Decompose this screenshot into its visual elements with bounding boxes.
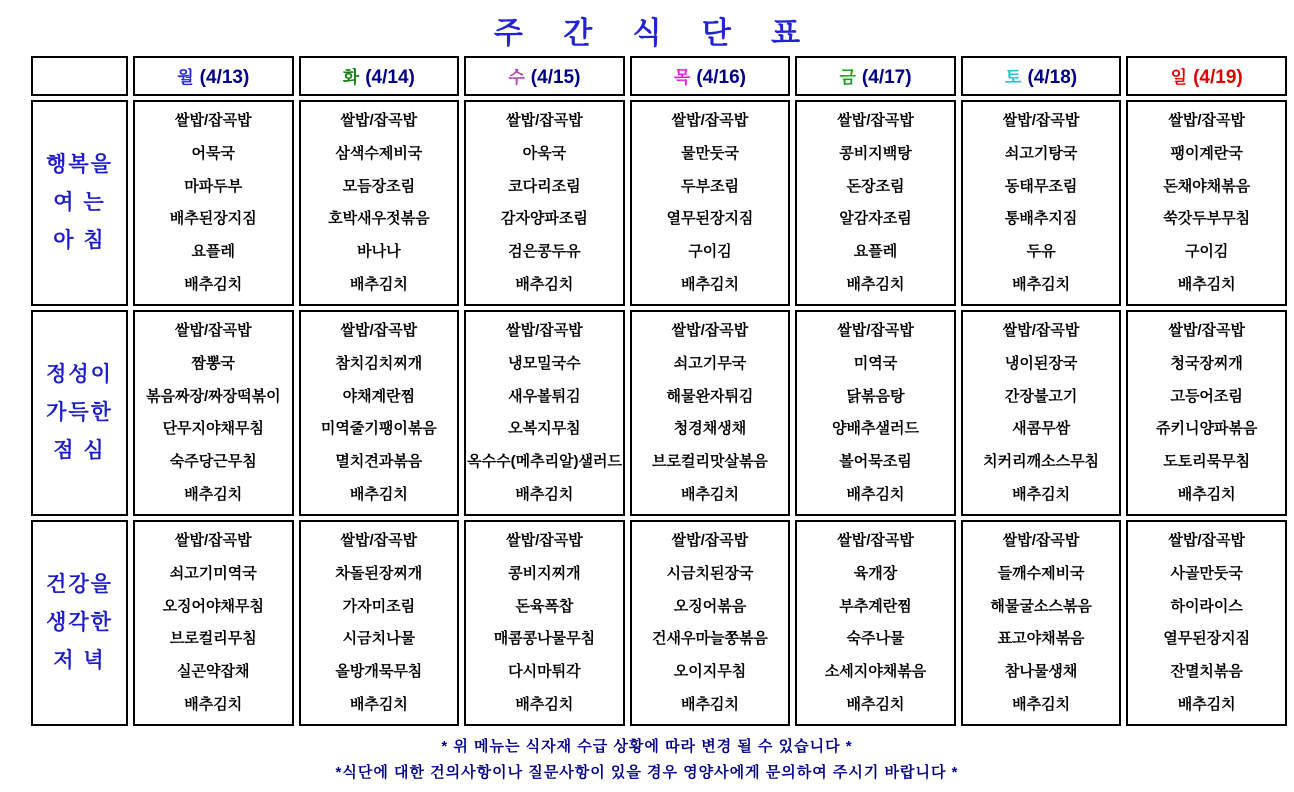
menu-item: 쌀밥/잡곡밥: [340, 532, 418, 549]
menu-item: 간장불고기: [1004, 387, 1078, 405]
menu-item: 청국장찌개: [1170, 354, 1243, 372]
menu-item: 배추김치: [349, 275, 408, 293]
footer-note-2: *식단에 대한 건의사항이나 질문사항이 있을 경우 영양사에게 문의하여 주시기 바랍니다 *: [335, 764, 959, 781]
menu-cell-meal3-day1: [133, 520, 294, 726]
menu-item: 쌀밥/잡곡밥: [1168, 112, 1245, 129]
menu-item: 쌀밥/잡곡밥: [671, 322, 749, 339]
menu-cell-meal2-day3: [464, 310, 625, 516]
menu-cell-meal1-day4: [630, 100, 791, 306]
day-glyph: 수: [508, 68, 525, 87]
menu-item: 배추김치: [680, 695, 739, 713]
day-header-row: [31, 56, 1287, 96]
menu-item: 표고야채볶음: [997, 630, 1085, 648]
menu-item: 건새우마늘쫑볶음: [652, 630, 768, 648]
menu-item: 브로컬리맛살볶음: [652, 453, 768, 471]
menu-item: 배추김치: [1177, 485, 1236, 503]
menu-item: 볶음짜장/짜장떡볶이: [145, 387, 281, 405]
menu-item: 구이김: [688, 243, 732, 261]
menu-item: 배추김치: [1012, 695, 1071, 713]
menu-item: 통배추지짐: [1004, 210, 1078, 228]
menu-item: 쌀밥/잡곡밥: [1002, 532, 1080, 549]
menu-item: 배추김치: [349, 695, 408, 713]
menu-item: 배추김치: [515, 695, 574, 713]
menu-item: 아욱국: [522, 144, 567, 162]
menu-item: 쌀밥/잡곡밥: [340, 112, 418, 129]
menu-item: 시금치나물: [342, 630, 416, 648]
menu-item: 시금치된장국: [666, 564, 754, 582]
menu-item: 참치김치찌개: [335, 354, 423, 372]
footer-notes: [0, 734, 1294, 786]
menu-item: 단무지야채무침: [162, 420, 264, 438]
menu-item: 요플레: [191, 243, 236, 261]
meal-label-line: 행복을: [46, 153, 113, 176]
menu-item: 돈채야채볶음: [1163, 177, 1251, 195]
menu-item: 콩비지백탕: [839, 144, 912, 162]
menu-cell-meal1-day5: [795, 100, 956, 306]
menu-stack: [798, 106, 953, 300]
day-glyph: 화: [342, 68, 360, 87]
menu-cell-meal1-day3: [464, 100, 625, 306]
menu-item: 쌀밥/잡곡밥: [174, 112, 252, 129]
menu-item: 숙주나물: [846, 630, 905, 648]
menu-item: 사골만둣국: [1170, 564, 1243, 582]
meal-label-line: 생각한: [46, 611, 113, 634]
menu-item: 새콤무쌈: [1012, 420, 1071, 438]
menu-item: 돈장조림: [846, 177, 905, 195]
menu-item: 냉이된장국: [1004, 354, 1078, 372]
menu-stack: [964, 316, 1119, 510]
menu-stack: [136, 106, 291, 300]
day-header-6: [961, 56, 1122, 96]
menu-item: 검은콩두유: [508, 243, 581, 261]
menu-item: 감자양파조림: [500, 210, 588, 228]
menu-cell-meal1-day6: [961, 100, 1122, 306]
menu-item: 배추김치: [846, 695, 905, 713]
menu-item: 쌀밥/잡곡밥: [506, 322, 583, 339]
menu-item: 물만둣국: [680, 144, 739, 162]
menu-item: 쌀밥/잡곡밥: [174, 532, 252, 549]
menu-item: 짬뽕국: [191, 354, 236, 372]
menu-item: 팽이계란국: [1170, 144, 1243, 162]
menu-item: 야채계란찜: [342, 387, 416, 405]
menu-item: 쇠고기탕국: [1004, 144, 1078, 162]
menu-item: 쌀밥/잡곡밥: [837, 532, 914, 549]
weekly-menu-table: [26, 52, 1292, 730]
menu-item: 쌀밥/잡곡밥: [174, 322, 252, 339]
menu-item: 쇠고기무국: [673, 354, 747, 372]
menu-stack: [467, 106, 622, 300]
day-glyph: 월: [177, 68, 194, 87]
corner-cell: [31, 56, 128, 96]
menu-item: 배추김치: [846, 275, 905, 293]
menu-cell-meal2-day7: [1126, 310, 1287, 516]
menu-item: 배추김치: [680, 275, 739, 293]
menu-item: 들깨수제비국: [997, 564, 1085, 582]
menu-cell-meal3-day4: [630, 520, 791, 726]
menu-cell-meal3-day6: [961, 520, 1122, 726]
menu-item: 해물굴소스볶음: [990, 597, 1092, 615]
menu-item: 닭볶음탕: [846, 387, 905, 405]
menu-cell-meal3-day7: [1126, 520, 1287, 726]
meal-row-3: [31, 520, 1287, 726]
menu-item: 오징어볶음: [673, 597, 747, 615]
day-date: (4/16): [696, 67, 746, 88]
menu-item: 배추김치: [349, 485, 408, 503]
day-glyph: 토: [1005, 68, 1022, 87]
menu-item: 배추김치: [184, 275, 243, 293]
menu-item: 올방개묵무침: [335, 663, 423, 681]
menu-item: 멸치견과볶음: [335, 453, 423, 471]
menu-stack: [136, 316, 291, 510]
menu-cell-meal1-day2: [299, 100, 460, 306]
meal-label-line: 건강을: [46, 573, 113, 596]
meal-label-3: [31, 520, 128, 726]
meal-label-1: [31, 100, 128, 306]
menu-item: 미역줄기팽이볶음: [320, 420, 437, 438]
menu-stack: [136, 526, 291, 720]
menu-stack: [633, 526, 788, 720]
menu-stack: [798, 526, 953, 720]
menu-cell-meal2-day2: [299, 310, 460, 516]
menu-item: 미역국: [853, 354, 898, 372]
menu-item: 두부조림: [680, 177, 739, 195]
menu-item: 배추김치: [184, 485, 243, 503]
menu-item: 고등어조림: [1170, 387, 1243, 405]
menu-item: 마파두부: [184, 177, 243, 195]
page-title: 주 간 식 단 표: [493, 17, 817, 50]
menu-item: 브로컬리무침: [169, 630, 257, 648]
menu-item: 배추김치: [515, 275, 574, 293]
meal-row-1: [31, 100, 1287, 306]
menu-item: 소세지야채볶음: [824, 663, 927, 681]
menu-item: 다시마튀각: [508, 663, 581, 681]
menu-item: 차돌된장찌개: [335, 564, 423, 582]
menu-item: 쥬키니양파볶음: [1155, 420, 1258, 438]
meal-label-line: 점 심: [53, 439, 106, 462]
menu-item: 쌀밥/잡곡밥: [340, 322, 418, 339]
day-date: (4/14): [365, 67, 415, 88]
menu-item: 새우볼튀김: [508, 387, 581, 405]
menu-stack: [467, 526, 622, 720]
day-date: (4/18): [1027, 67, 1078, 88]
menu-item: 부추계란찜: [839, 597, 912, 615]
menu-stack: [302, 106, 457, 300]
menu-stack: [1129, 316, 1284, 510]
menu-cell-meal3-day3: [464, 520, 625, 726]
menu-stack: [1129, 106, 1284, 300]
menu-item: 열무된장지짐: [1163, 630, 1251, 648]
menu-cell-meal2-day1: [133, 310, 294, 516]
menu-item: 요플레: [853, 243, 898, 261]
meal-row-2: [31, 310, 1287, 516]
menu-item: 알감자조림: [839, 210, 912, 228]
menu-item: 청경채생채: [673, 420, 747, 438]
footer-note-1: * 위 메뉴는 식자재 수급 상황에 따라 변경 될 수 있습니다 *: [441, 738, 853, 755]
menu-item: 양배추샐러드: [832, 420, 919, 438]
day-date: (4/13): [199, 67, 250, 88]
menu-item: 배추김치: [1012, 485, 1071, 503]
menu-item: 쌀밥/잡곡밥: [506, 112, 583, 129]
menu-item: 육개장: [853, 564, 898, 582]
menu-item: 냉모밀국수: [508, 354, 581, 372]
menu-stack: [467, 316, 622, 510]
menu-item: 해물완자튀김: [666, 387, 754, 405]
menu-item: 오복지무침: [508, 420, 581, 438]
day-glyph: 목: [673, 68, 691, 87]
menu-cell-meal3-day2: [299, 520, 460, 726]
menu-item: 쌀밥/잡곡밥: [837, 112, 914, 129]
menu-item: 구이김: [1184, 243, 1229, 261]
menu-item: 오이지무침: [673, 663, 747, 681]
menu-item: 옥수수(메추리알)샐러드: [467, 453, 623, 471]
menu-item: 매콤콩나물무침: [493, 630, 596, 648]
menu-cell-meal2-day4: [630, 310, 791, 516]
menu-stack: [798, 316, 953, 510]
menu-stack: [302, 316, 457, 510]
meal-label-2: [31, 310, 128, 516]
menu-item: 동태무조림: [1004, 177, 1078, 195]
day-header-4: [630, 56, 791, 96]
menu-item: 배추된장지짐: [169, 210, 257, 228]
menu-item: 열무된장지짐: [666, 210, 754, 228]
menu-item: 쌀밥/잡곡밥: [1168, 322, 1245, 339]
day-date: (4/15): [530, 67, 581, 88]
day-header-3: [464, 56, 625, 96]
menu-item: 오징어야채무침: [162, 597, 264, 615]
day-header-2: [299, 56, 460, 96]
menu-item: 쑥갓두부무침: [1163, 210, 1251, 228]
menu-cell-meal2-day6: [961, 310, 1122, 516]
menu-item: 가자미조림: [342, 597, 416, 615]
meal-label-line: 정성이: [46, 363, 113, 386]
menu-item: 어묵국: [191, 144, 236, 162]
day-header-7: [1126, 56, 1287, 96]
menu-stack: [964, 526, 1119, 720]
meal-label-line: 가득한: [46, 401, 113, 424]
menu-item: 하이라이스: [1170, 597, 1243, 615]
menu-item: 쌀밥/잡곡밥: [837, 322, 914, 339]
menu-item: 배추김치: [846, 485, 905, 503]
menu-item: 치커리깨소스무침: [983, 453, 1100, 471]
menu-item: 잔멸치볶음: [1170, 663, 1243, 681]
menu-item: 배추김치: [184, 695, 243, 713]
menu-item: 돈육폭찹: [515, 597, 574, 615]
menu-stack: [633, 316, 788, 510]
meal-label-line: 여 는: [53, 191, 106, 214]
menu-item: 쌀밥/잡곡밥: [671, 532, 749, 549]
day-glyph: 일: [1170, 68, 1188, 87]
menu-item: 숙주당근무침: [169, 453, 257, 471]
menu-item: 도토리묵무침: [1163, 453, 1251, 471]
menu-item: 배추김치: [1177, 275, 1236, 293]
meal-label-line: 아 침: [53, 229, 106, 252]
menu-item: 배추김치: [515, 485, 574, 503]
menu-item: 쌀밥/잡곡밥: [1002, 112, 1080, 129]
menu-item: 호박새우젓볶음: [328, 210, 430, 228]
menu-item: 실곤약잡채: [177, 663, 250, 681]
menu-item: 배추김치: [680, 485, 739, 503]
day-header-1: [133, 56, 294, 96]
menu-item: 쌀밥/잡곡밥: [671, 112, 749, 129]
menu-item: 모듬장조림: [342, 177, 416, 195]
menu-item: 코다리조림: [508, 177, 581, 195]
menu-cell-meal1-day1: [133, 100, 294, 306]
menu-item: 볼어묵조림: [839, 453, 912, 471]
menu-stack: [633, 106, 788, 300]
menu-item: 쌀밥/잡곡밥: [1168, 532, 1245, 549]
menu-cell-meal3-day5: [795, 520, 956, 726]
menu-stack: [302, 526, 457, 720]
day-header-5: [795, 56, 956, 96]
menu-item: 콩비지찌개: [508, 564, 581, 582]
menu-stack: [1129, 526, 1284, 720]
menu-item: 삼색수제비국: [335, 144, 423, 162]
menu-item: 두유: [1026, 243, 1056, 261]
menu-item: 쌀밥/잡곡밥: [1002, 322, 1080, 339]
menu-item: 쇠고기미역국: [169, 564, 257, 582]
menu-item: 배추김치: [1177, 695, 1236, 713]
menu-cell-meal1-day7: [1126, 100, 1287, 306]
menu-item: 쌀밥/잡곡밥: [506, 532, 583, 549]
day-date: (4/19): [1193, 67, 1243, 88]
meal-label-line: 저 녁: [53, 649, 106, 672]
day-date: (4/17): [861, 67, 912, 88]
menu-item: 참나물생채: [1004, 663, 1078, 681]
menu-stack: [964, 106, 1119, 300]
menu-cell-meal2-day5: [795, 310, 956, 516]
day-glyph: 금: [839, 68, 856, 87]
menu-item: 배추김치: [1012, 275, 1071, 293]
menu-item: 바나나: [357, 243, 401, 261]
